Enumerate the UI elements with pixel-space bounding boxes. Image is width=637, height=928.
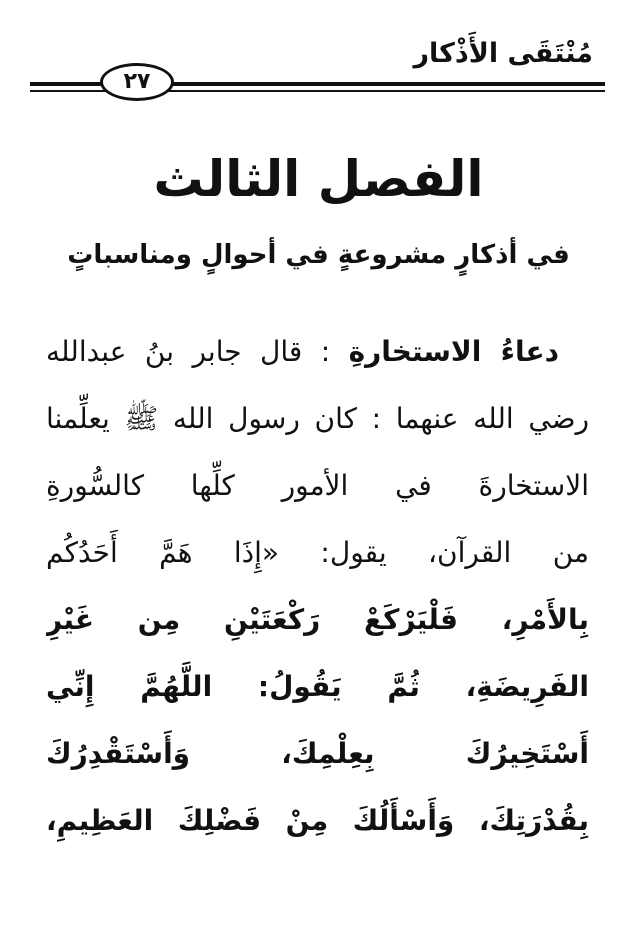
page-number-oval	[100, 63, 174, 101]
page-number: ٢٧	[123, 69, 151, 94]
text-line: الفَرِيضَةِ، ثُمَّ يَقُولُ: اللَّهُمَّ إِنِّي	[46, 670, 589, 703]
text-line: أَسْتَخِيرُكَ بِعِلْمِكَ، وَأَسْتَقْدِرُكَ	[46, 737, 589, 770]
text-line: من القرآن، يقول: «إِذَا هَمَّ أَحَدُكُم	[46, 536, 589, 569]
chapter-title: الفصل الثالث	[153, 150, 484, 208]
text-line: بِقُدْرَتِكَ، وَأَسْأَلُكَ مِنْ فَضْلِكَ العَظِيمِ،	[46, 804, 589, 837]
line-text: : قال جابر بنُ عبدالله	[46, 335, 331, 368]
body-text	[46, 318, 589, 854]
chapter-subtitle: في أذكارٍ مشروعةٍ في أحوالٍ ومناسباتٍ	[67, 240, 570, 270]
text-line: رضي الله عنهما : كان رسول الله ﷺ يعلِّمنا	[46, 402, 589, 435]
text-line	[46, 318, 589, 385]
section-heading: دعاءُ الاستخارةِ	[348, 335, 560, 368]
text-line: الاستخارةَ في الأمور كلِّها كالسُّورةِ	[46, 469, 589, 502]
text-line: بِالأَمْرِ، فَلْيَرْكَعْ رَكْعَتَيْنِ مِن غَيْرِ	[46, 603, 589, 636]
running-header-title: مُنْتَقَى الأَذْكار	[413, 38, 593, 69]
